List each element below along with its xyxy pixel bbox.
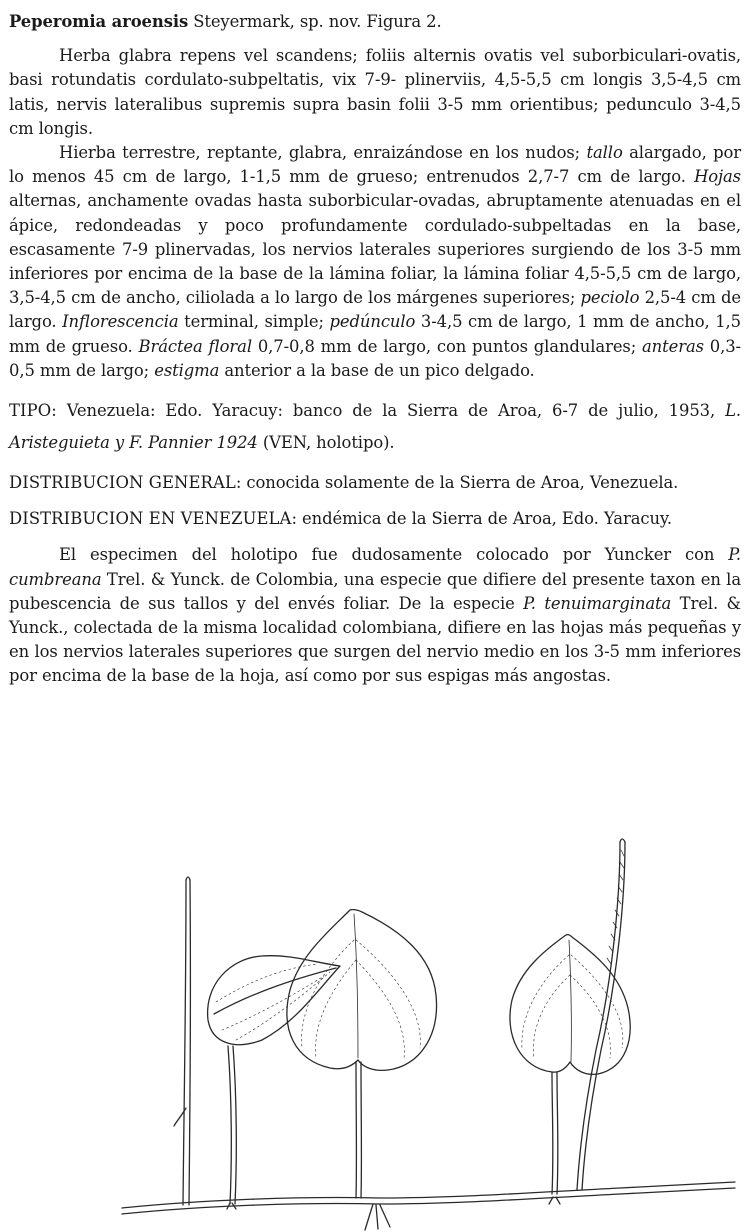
right-leaf (510, 935, 630, 1194)
distribucion-venezuela-label: DISTRIBUCION EN VENEZUELA (9, 509, 292, 529)
term-bractea: Bráctea floral (138, 336, 252, 356)
species-heading (9, 10, 741, 34)
species-name: Peperomia aroensis (9, 12, 189, 31)
creeping-stem (122, 1182, 735, 1230)
distribucion-venezuela-section: DISTRIBUCION EN VENEZUELA: endémica de la Sierra de Aroa, Edo. Yaracuy. (9, 509, 673, 529)
species-authority: Steyermark, sp. nov. Figura 2. (188, 12, 442, 31)
term-inflorescencia: Inflorescencia (62, 312, 179, 332)
term-tallo: tallo (586, 143, 623, 163)
small-leaf (208, 956, 340, 1204)
distribucion-general-section: DISTRIBUCION GENERAL: conocida solamente de la Sierra de Aroa, Venezuela. (9, 473, 679, 493)
latin-diagnosis: Herba glabra repens vel scandens; foliis alternis ovatis vel suborbiculari-ovatis, basi rotundatis cordulato-subpeltatis, vix 7-9- plinerviis, 4,5-5,5 cm longis 3,5-4,5 cm latis, nervis lateralibus supremis supra basin folii 3-5 mm orientibus; pedunculo 3-4,5 cm longis. (9, 46, 741, 138)
term-anteras: anteras (642, 336, 704, 356)
term-pedunculo: pedúnculo (329, 312, 416, 332)
term-peciolo: peciolo (580, 288, 640, 308)
tipo-label: TIPO (9, 401, 52, 421)
spanish-description: Hierba terrestre, reptante, glabra, enraizándose en los nudos; tallo alargado, por lo menos 45 cm de largo, 1-1,5 mm de grueso; entrenudos 2,7-7 cm de largo. Hojas alternas, anchamente ovadas hasta suborbicular-ovadas, abruptamente atenuadas en el ápice, redondeadas y poco profundamente cordulado-subpeltadas en la base, escasamente 7-9 plinervadas, los nervios laterales superiores surgiendo de los 3-5 mm inferiores por encima de la base de la lámina foliar, la lámina foliar 4,5-5,5 cm de largo, 3,5-4,5 cm de ancho, ciliolada a lo largo de los márgenes superiores; peciolo 2,5-4 cm de largo. Inflorescencia terminal, simple; pedúnculo 3-4,5 cm de largo, 1 mm de ancho, 1,5 mm de grueso. Bráctea floral 0,7-0,8 mm de largo, con puntos glandulares; anteras 0,3-0,5 mm de largo; estigma anterior a la base de un pico delgado. (9, 143, 741, 380)
species-cumbreana: P. cumbreana (9, 545, 741, 589)
term-estigma: estigma (154, 360, 220, 380)
plant-illustration (120, 838, 750, 1232)
species-tenuimarginata: P. tenuimarginata (523, 593, 672, 613)
species-text (9, 10, 741, 689)
tipo-collector: L. Aristeguieta y F. Pannier 1924 (9, 401, 741, 453)
term-hojas: Hojas (694, 167, 741, 187)
central-leaf (287, 910, 437, 1198)
tipo-section: TIPO: Venezuela: Edo. Yaracuy: banco de la Sierra de Aroa, 6-7 de julio, 1953, L. Aristeguieta y F. Pannier 1924 (VEN, holotipo). (9, 401, 741, 453)
discussion-paragraph: El especimen del holotipo fue dudosamente colocado por Yuncker con P. cumbreana Trel. & Yunck. de Colombia, una especie que difiere del presente taxon en la pubescencia de sus tallos y del envés foliar. De la especie P. tenuimarginata Trel. & Yunck., colectada de la misma localidad colombiana, difiere en las hojas más pequeñas y en los nervios laterales superiores que surgen del nervio medio en los 3-5 mm inferiores por encima de la base de la hoja, así como por sus espigas más angostas. (9, 545, 742, 686)
distribucion-general-label: DISTRIBUCION GENERAL (9, 473, 236, 493)
left-spike (174, 877, 190, 1205)
